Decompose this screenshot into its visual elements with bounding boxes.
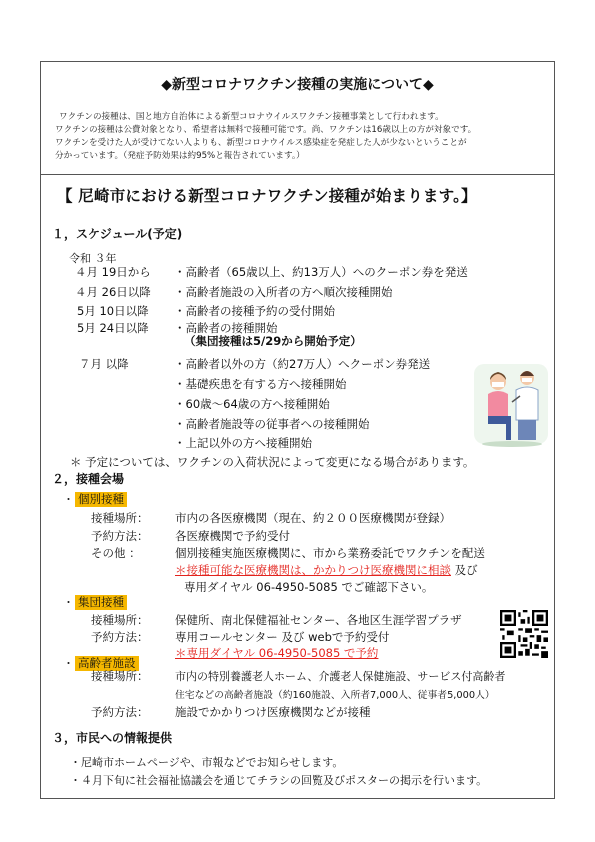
bullet-dot: ・ xyxy=(63,657,74,670)
field-label: 接種場所： xyxy=(91,613,149,627)
schedule-item: ・高齢者以外の方（約27万人）へクーポン券発送 xyxy=(174,357,431,371)
vaccination-illustration xyxy=(472,360,550,450)
schedule-item: ・高齢者（65歳以上、約13万人）へのクーポン券を発送 xyxy=(174,265,468,279)
consult-note-red: ＊接種可能な医療機関は、かかりつけ医療機関に相談 xyxy=(175,563,451,577)
field-label: 予約方法： xyxy=(91,630,149,644)
field-label: 予約方法： xyxy=(91,529,149,543)
section-badge-individual: 個別接種 xyxy=(75,492,127,507)
section-badge-group: 集団接種 xyxy=(75,595,127,610)
schedule-date: ７月 以降 xyxy=(79,357,129,371)
schedule-subnote: （集団接種は5/29から開始予定） xyxy=(184,334,362,348)
field-value: 専用コールセンター 及び webで予約受付 xyxy=(175,630,390,644)
schedule-date: ４月 26日以降 xyxy=(75,285,151,299)
field-value: 各医療機関で予約受付 xyxy=(175,529,290,543)
field-value: 保健所、南北保健福祉センター、各地区生涯学習プラザ xyxy=(175,613,462,627)
schedule-item: ・60歳～64歳の方へ接種開始 xyxy=(174,397,330,411)
dial-note: 専用ダイヤル 06-4950-5085 でご確認下さい。 xyxy=(184,580,434,594)
field-value-continued: 住宅などの高齢者施設（約160施設、入所者7,000人、従事者5,000人） xyxy=(175,690,495,701)
consult-note-after: 及び xyxy=(451,563,478,577)
schedule-heading: １，スケジュール(予定) xyxy=(52,227,183,241)
field-label: 予約方法： xyxy=(91,705,149,719)
info-item: ・尼崎市ホームページや、市報などでお知らせします。 xyxy=(70,756,344,769)
bullet-dot: ・ xyxy=(63,493,74,506)
schedule-item: ・高齢者施設等の従事者への接種開始 xyxy=(174,417,370,431)
schedule-note: ＊ 予定については、ワクチンの入荷状況によって変更になる場合があります。 xyxy=(70,455,475,469)
qr-code[interactable] xyxy=(500,610,548,658)
intro-line: ワクチンを受けた人が受けてない人よりも、新型コロナウイルス感染症を発症した人が少ないということが xyxy=(55,138,467,148)
field-value: 施設でかかりつけ医療機関などが接種 xyxy=(175,705,371,719)
intro-line: ワクチンの接種は公費対象となり、希望者は無料で接種可能です。尚、ワクチンは16歳以上の方が対象です。 xyxy=(55,125,477,135)
group-dial-note: ＊専用ダイヤル 06-4950-5085 で予約 xyxy=(175,646,379,660)
section-badge-elderly: 高齢者施設 xyxy=(75,656,139,671)
schedule-item: ・高齢者施設の入所者の方へ順次接種開始 xyxy=(174,285,393,299)
info-heading: ３，市民への情報提供 xyxy=(52,731,173,745)
bullet-dot: ・ xyxy=(63,596,74,609)
intro-line: ワクチンの接種は、国と地方自治体による新型コロナウイルスワクチン接種事業として行われます。 xyxy=(59,112,444,122)
schedule-item: ・高齢者の接種予約の受付開始 xyxy=(174,304,335,318)
schedule-date: 5月 24日以降 xyxy=(77,321,149,335)
field-value: 個別接種実施医療機関に、市から業務委託でワクチンを配送 xyxy=(175,546,485,560)
era-label: 令和 ３年 xyxy=(69,252,117,265)
field-value: 市内の各医療機関（現在、約２００医療機関が登録） xyxy=(175,511,451,525)
intro-line: 分かっています。（発症予防効果は約95%と報告されています。） xyxy=(55,151,305,161)
page-title: ◆新型コロナワクチン接種の実施について◆ xyxy=(161,77,434,93)
field-value: 市内の特別養護老人ホーム、介護老人保健施設、サービス付高齢者 xyxy=(175,670,506,683)
headline: 【 尼崎市における新型コロナワクチン接種が始まります。】 xyxy=(57,187,477,205)
consult-note xyxy=(175,562,478,578)
schedule-item: ・上記以外の方へ接種開始 xyxy=(174,436,312,450)
field-label: 接種場所： xyxy=(91,511,149,525)
field-label: 接種場所： xyxy=(91,669,149,683)
field-label: その他 ： xyxy=(91,546,141,560)
info-item: ・４月下旬に社会福祉協議会を通じてチラシの回覧及びポスターの掲示を行います。 xyxy=(70,774,488,787)
schedule-item: ・高齢者の接種開始 xyxy=(174,321,278,335)
schedule-item: ・基礎疾患を有する方へ接種開始 xyxy=(174,377,347,391)
schedule-date: ４月 19日から xyxy=(75,265,151,279)
schedule-date: 5月 10日以降 xyxy=(77,304,149,318)
venues-heading: ２，接種会場 xyxy=(52,472,125,486)
